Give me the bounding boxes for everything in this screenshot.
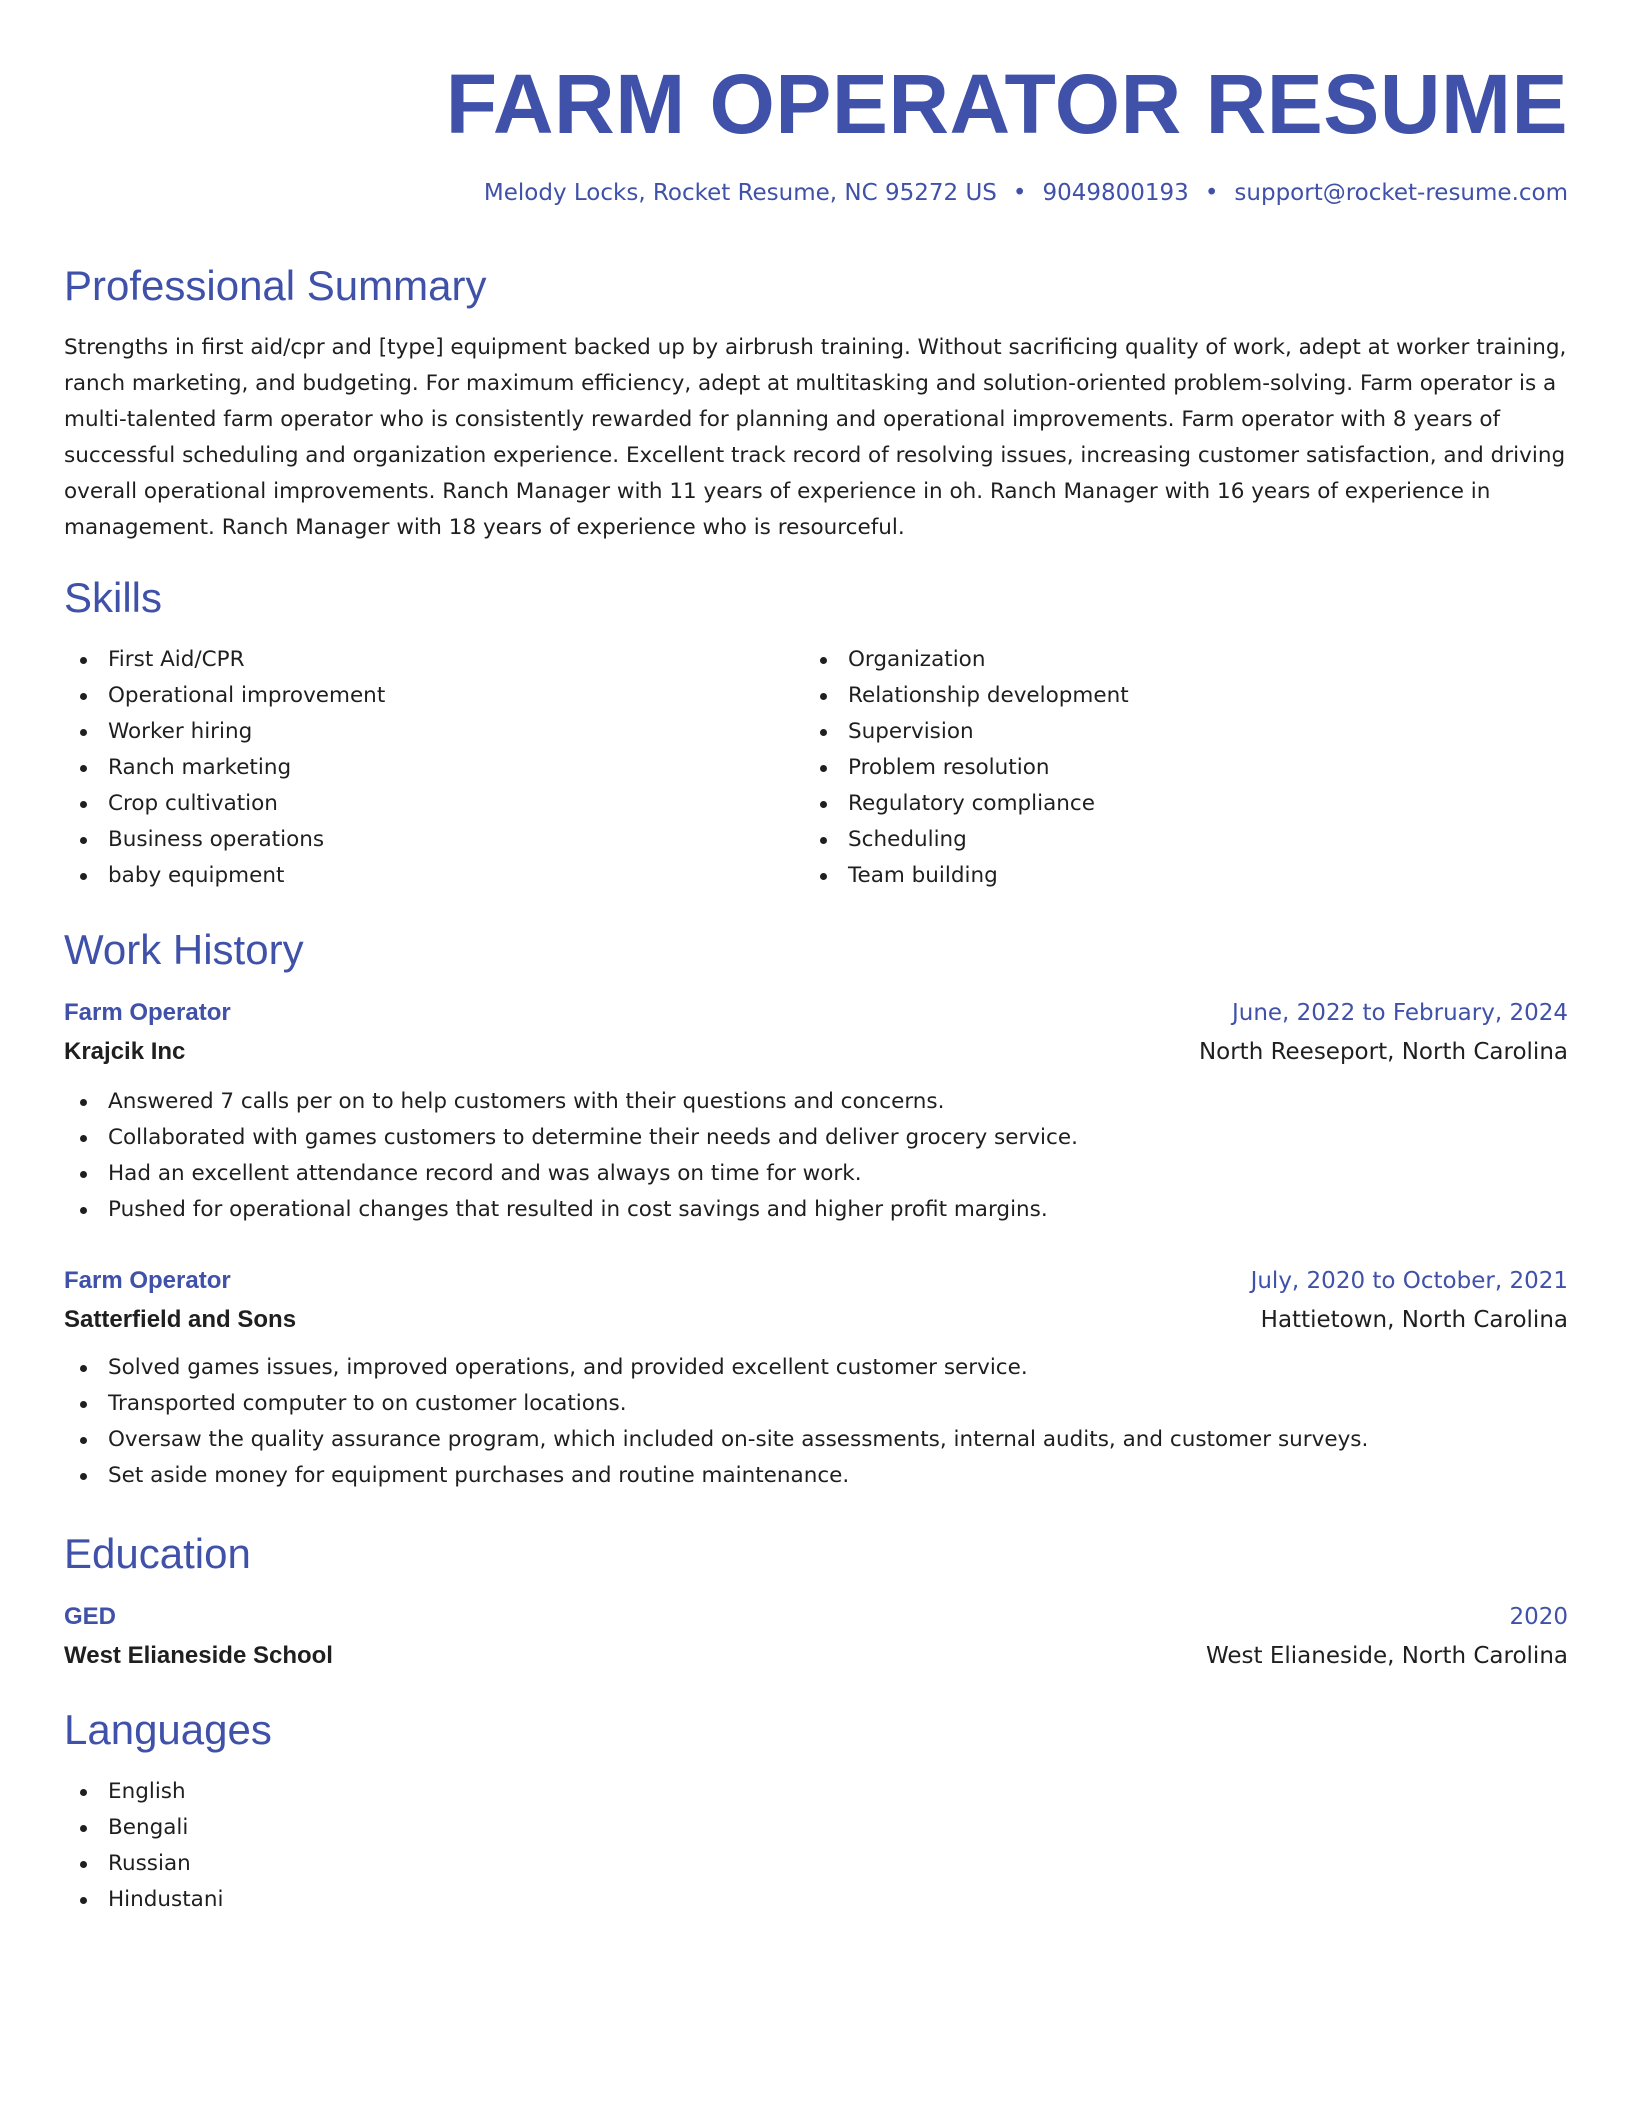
job-entry (64, 994, 1568, 1228)
job-duty-item: Answered 7 calls per on to help customers with their questions and concerns. (64, 1084, 1568, 1120)
education-entry (64, 1598, 1568, 1676)
contact-address: Melody Locks, Rocket Resume, NC 95272 US (483, 180, 997, 206)
education-header (64, 1598, 1568, 1636)
education-degree: GED (64, 1603, 117, 1630)
skill-item: baby equipment (64, 858, 804, 894)
work-heading: Work History (64, 926, 304, 973)
job-title: Farm Operator (64, 999, 231, 1026)
job-duty-item: Transported computer to on customer locations. (64, 1386, 1568, 1422)
job-subheader (64, 1032, 1568, 1072)
skills-column-left (64, 642, 804, 894)
skill-item: Problem resolution (804, 750, 1544, 786)
job-duty-item: Solved games issues, improved operations, and provided excellent customer service. (64, 1350, 1568, 1386)
education-subheader (64, 1636, 1568, 1676)
job-entry (64, 1262, 1568, 1494)
languages-heading: Languages (64, 1706, 272, 1753)
skill-item: Scheduling (804, 822, 1544, 858)
language-item: Hindustani (64, 1882, 1568, 1918)
skill-item: Relationship development (804, 678, 1544, 714)
education-heading: Education (64, 1530, 251, 1577)
job-title: Farm Operator (64, 1267, 231, 1294)
job-duties (64, 1084, 1568, 1228)
skills-column-right (804, 642, 1544, 894)
skill-item: Worker hiring (64, 714, 804, 750)
job-header (64, 1262, 1568, 1300)
job-location: North Reeseport, North Carolina (1198, 1039, 1568, 1065)
language-item: Russian (64, 1846, 1568, 1882)
resume-title: FARM OPERATOR RESUME (445, 57, 1568, 151)
job-subheader (64, 1300, 1568, 1340)
summary-text: Strengths in first aid/cpr and [type] equipment backed up by airbrush training. Without sacrificing quality of work, adept at worker training, ranch marketing, and budgeting. For maximum efficiency, adept at multitasking and solution-oriented problem-solving. Farm operator is a multi-talented farm operator who is consistently rewarded for planning and operational improvements. Farm operator with 8 years of successful scheduling and organization experience. Excellent track record of resolving issues, increasing customer satisfaction, and driving overall operational improvements. Ranch Manager with 11 years of experience in oh. Ranch Manager with 16 years of experience in management. Ranch Manager with 18 years of experience who is resourceful. (64, 335, 1567, 540)
job-duty-item: Collaborated with games customers to determine their needs and deliver grocery service. (64, 1120, 1568, 1156)
contact-line (64, 178, 1568, 208)
skill-item: Regulatory compliance (804, 786, 1544, 822)
skills-heading: Skills (64, 574, 163, 621)
skill-item: Business operations (64, 822, 804, 858)
contact-email[interactable]: support@rocket-resume.com (1234, 180, 1568, 206)
job-dates: July, 2020 to October, 2021 (1250, 1268, 1568, 1294)
job-duty-item: Oversaw the quality assurance program, which included on-site assessments, internal audits, and customer surveys. (64, 1422, 1568, 1458)
education-location: West Elianeside, North Carolina (1205, 1643, 1568, 1669)
job-company: Satterfield and Sons (64, 1306, 297, 1333)
language-item: English (64, 1774, 1568, 1810)
summary-heading: Professional Summary (64, 262, 487, 309)
skill-item: Crop cultivation (64, 786, 804, 822)
job-company: Krajcik Inc (64, 1038, 186, 1065)
languages-list (64, 1774, 1568, 1918)
job-duty-item: Set aside money for equipment purchases and routine maintenance. (64, 1458, 1568, 1494)
job-dates: June, 2022 to February, 2024 (1231, 1000, 1568, 1026)
contact-separator: • (1012, 180, 1027, 206)
education-school: West Elianeside School (64, 1642, 333, 1669)
job-duty-item: Pushed for operational changes that resulted in cost savings and higher profit margins. (64, 1192, 1568, 1228)
skill-item: First Aid/CPR (64, 642, 804, 678)
contact-separator: • (1204, 180, 1219, 206)
skill-item: Ranch marketing (64, 750, 804, 786)
job-header (64, 994, 1568, 1032)
skill-item: Organization (804, 642, 1544, 678)
language-item: Bengali (64, 1810, 1568, 1846)
education-year: 2020 (1509, 1604, 1568, 1630)
job-location: Hattietown, North Carolina (1260, 1307, 1568, 1333)
skills-list (64, 642, 1568, 894)
job-duty-item: Had an excellent attendance record and was always on time for work. (64, 1156, 1568, 1192)
skill-item: Supervision (804, 714, 1544, 750)
job-duties (64, 1350, 1568, 1494)
skill-item: Team building (804, 858, 1544, 894)
skill-item: Operational improvement (64, 678, 804, 714)
contact-phone[interactable]: 9049800193 (1042, 180, 1189, 206)
